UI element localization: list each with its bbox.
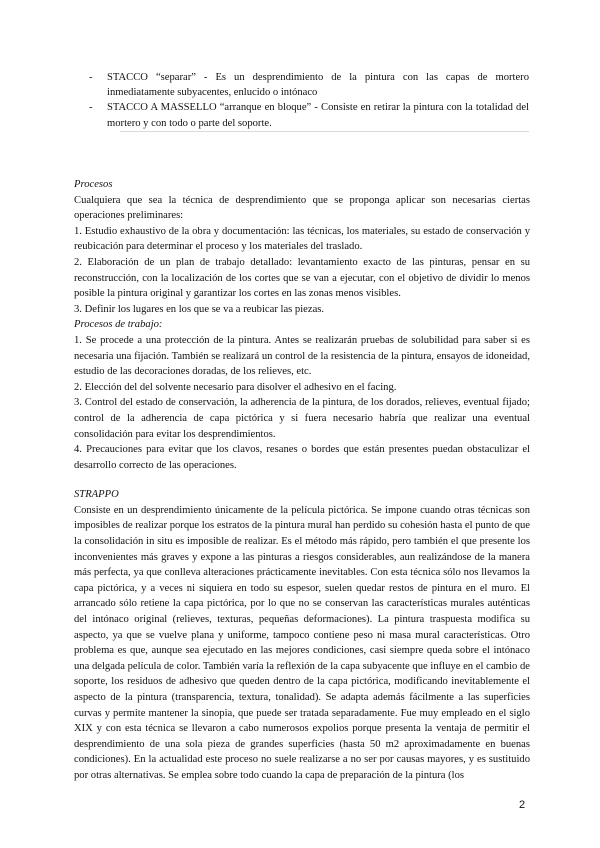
list-item: 4. Precauciones para evitar que los clavos, resanes o bordes que están presentes puedan obstaculizar el desarrollo correcto de las operaciones. bbox=[74, 444, 530, 471]
heading-procesos-de-trabajo: Procesos de trabajo: bbox=[74, 319, 163, 331]
page-number: 2 bbox=[519, 799, 526, 811]
bullet-text-stacco-a-massello: STACCO A MASSELLO “arranque en bloque” - Consiste en retirar la pintura con la totalidad del mortero y con todo o parte del soporte. bbox=[107, 102, 529, 129]
bullet-dash: - bbox=[89, 72, 93, 83]
bullet-list bbox=[89, 70, 529, 131]
heading-procesos: Procesos bbox=[74, 179, 113, 190]
document-body bbox=[74, 177, 530, 784]
list-item: 2. Elaboración de un plan de trabajo detallado: levantamiento exacto de las pinturas, pensar en su reconstrucción, con la localización de los cortes que se van a ejecutar, con el objetivo de dividir lo menos posible la pintura original y garantizar los cortes en las zonas menos visibles. bbox=[74, 256, 530, 300]
list-item: 1. Estudio exhaustivo de la obra y documentación: las técnicas, los materiales, su estado de conservación y reubicación para determinar el proceso y los materiales del traslado. bbox=[74, 225, 530, 253]
bullet-dash: - bbox=[89, 102, 93, 114]
paragraph-strappo: Consiste en un desprendimiento únicamente de la película pictórica. Se impone cuando otras técnicas son imposibles de realizar porque los estratos de la pintura mural han perdido su cohesión hasta el punto de que la consolidación in situ es imposible de realizar. Es el método más rápido, pero también el que presente los inconvenientes más graves y expone a las pinturas a riesgos considerables, aun realizándose de la manera más perfecta, ya que conlleva alteraciones prácticamente inevitables. Con esta técnica sólo nos llevamos la capa pictórica, y a veces ni siquiera en todo su espesor, suelen quedar restos de pintura en el muro. El arrancado sólo retiene la capa pictórica, por lo que no se conservan las características murales auténticas del intónaco original (relieves, texturas, pequeñas deformaciones). La pintura traspuesta modifica su aspecto, ya que se vuelve plana y uniforme, tampoco contiene peso ni masa mural características. Otro problema es que, aunque sea ejecutado en las mejores condiciones, casi siempre queda sobre el intónaco una delgada película de color. También varía la reflexión de la capa subyacente que influye en el cambio de soporte, los residuos de adhesivo que queden dentro de la capa pictórica, modificando inevitablemente el aspecto de la pintura (transparencia, textura, tonalidad). Se adapta además fácilmente a las superficies curvas y permite mantener la sinopia, que puede ser tratada separadamente. Fue muy empleado en el siglo XIX y con esta técnica se llevaron a cabo numerosos expolios porque presenta la ventaja de permitir el desprendimiento de una sola pieza de grandes superficies (hasta 50 m2 aproximadamente en buenas condiciones). En la actualidad este proceso no suele realizarse a no ser por causas mayores, y es sustituido por otras alternativas. Se emplea sobre todo cuando la capa de preparación de la pintura (los bbox=[74, 504, 530, 781]
list-item: 1. Se procede a una protección de la pintura. Antes se realizarán pruebas de solubilidad para saber si es necesaria una fijación. También se realizará un control de la resistencia de la pintura, ensayos de idoneidad, estudio de las decoraciones doradas, de los relieves, etc. bbox=[74, 334, 530, 378]
paragraph-procesos-intro: Cualquiera que sea la técnica de desprendimiento que se proponga aplicar son necesarias ciertas operaciones preliminares: bbox=[74, 194, 530, 222]
list-item bbox=[89, 100, 529, 130]
divider bbox=[120, 131, 529, 132]
heading-strappo: STRAPPO bbox=[74, 489, 119, 501]
list-item: 3. Definir los lugares en los que se va a reubicar las piezas. bbox=[74, 303, 325, 315]
bullet-text-stacco: STACCO “separar” - Es un desprendimiento de la pintura con las capas de mortero inmediatamente subyacentes, enlucido o intónaco bbox=[107, 72, 529, 99]
list-item bbox=[89, 70, 529, 100]
list-item: 2. Elección del del solvente necesario para disolver el adhesivo en el facing. bbox=[74, 381, 397, 393]
list-item: 3. Control del estado de conservación, la adherencia de la pintura, de los dorados, relieves, eventual fijado; control de la adherencia de capa pictórica y si fuera necesario habría que realizar una eventual consolidación para evitar los desprendimientos. bbox=[74, 397, 530, 440]
